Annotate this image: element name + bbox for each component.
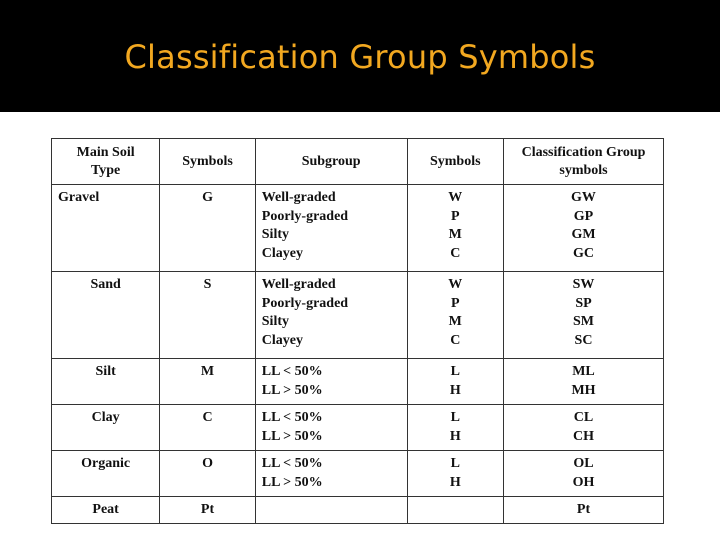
header-main-soil-type bbox=[52, 139, 160, 185]
cell-sub-symbol bbox=[407, 272, 503, 359]
cell-main-soil-type: Organic bbox=[52, 451, 160, 497]
cell-symbol: C bbox=[160, 405, 256, 451]
cell-group-symbol-line: SW bbox=[572, 277, 595, 292]
cell-subgroup bbox=[255, 497, 407, 524]
cell-sub-symbol-line: M bbox=[448, 314, 462, 329]
cell-subgroup-line: Well-graded bbox=[261, 190, 336, 205]
cell-subgroup-line: LL > 50% bbox=[261, 382, 323, 398]
cell-group-symbol-line: ML bbox=[572, 364, 595, 379]
table-row bbox=[52, 185, 664, 272]
cell-group-symbol-line: CH bbox=[573, 428, 594, 444]
header-symbols bbox=[160, 139, 256, 185]
cell-sub-symbol-line: H bbox=[449, 474, 461, 490]
header-sub-symbols bbox=[407, 139, 503, 185]
cell-group-symbol bbox=[504, 451, 664, 497]
cell-symbol: O bbox=[160, 451, 256, 497]
cell-group-symbol bbox=[504, 272, 664, 359]
table-row bbox=[52, 359, 664, 405]
table-row bbox=[52, 497, 664, 524]
cell-subgroup-line: LL > 50% bbox=[261, 474, 323, 490]
cell-subgroup-line: Poorly-graded bbox=[261, 208, 349, 224]
cell-sub-symbol-line: L bbox=[450, 410, 460, 425]
cell-subgroup-line: Silty bbox=[261, 314, 289, 329]
cell-sub-symbol-line: C bbox=[450, 332, 461, 348]
classification-table bbox=[51, 138, 664, 524]
cell-main-soil-type: Gravel bbox=[52, 185, 160, 272]
header-line: Symbols bbox=[182, 153, 233, 169]
cell-subgroup-line: LL < 50% bbox=[261, 456, 323, 471]
cell-group-symbol-line: OH bbox=[572, 474, 595, 490]
cell-group-symbol-line: SM bbox=[573, 314, 594, 329]
cell-sub-symbol-line: P bbox=[450, 208, 460, 224]
slide-title: Classification Group Symbols bbox=[124, 38, 596, 76]
cell-sub-symbol-line: H bbox=[449, 428, 461, 444]
cell-main-soil-type: Clay bbox=[52, 405, 160, 451]
cell-group-symbol bbox=[504, 497, 664, 524]
table-header-row bbox=[52, 139, 664, 185]
cell-subgroup-line: Silty bbox=[261, 227, 289, 242]
cell-main-soil-type: Silt bbox=[52, 359, 160, 405]
cell-subgroup bbox=[255, 405, 407, 451]
cell-sub-symbol-line: P bbox=[450, 295, 460, 311]
cell-group-symbol-line: Pt bbox=[576, 502, 591, 517]
cell-sub-symbol bbox=[407, 185, 503, 272]
table-row bbox=[52, 405, 664, 451]
cell-group-symbol-line: GW bbox=[571, 190, 596, 205]
cell-group-symbol-line: CL bbox=[573, 410, 594, 425]
cell-main-soil-type: Peat bbox=[52, 497, 160, 524]
cell-group-symbol-line: OL bbox=[573, 456, 594, 471]
cell-group-symbol-line: SP bbox=[575, 295, 592, 311]
cell-symbol: S bbox=[160, 272, 256, 359]
cell-main-soil-type: Sand bbox=[52, 272, 160, 359]
cell-subgroup-line: LL < 50% bbox=[261, 410, 323, 425]
cell-sub-symbol-line: C bbox=[450, 245, 461, 261]
header-line: symbols bbox=[559, 163, 608, 178]
cell-subgroup bbox=[255, 451, 407, 497]
cell-subgroup-line: Poorly-graded bbox=[261, 295, 349, 311]
cell-subgroup bbox=[255, 185, 407, 272]
cell-group-symbol-line: GP bbox=[573, 208, 594, 224]
cell-sub-symbol-line: H bbox=[449, 382, 461, 398]
cell-sub-symbol bbox=[407, 497, 503, 524]
header-classification-group-symbols bbox=[504, 139, 664, 185]
cell-group-symbol-line: GM bbox=[571, 227, 596, 242]
cell-group-symbol-line: MH bbox=[571, 382, 596, 398]
header-line: Classification Group bbox=[521, 144, 646, 160]
cell-sub-symbol-line: W bbox=[448, 277, 463, 292]
table-row bbox=[52, 451, 664, 497]
cell-group-symbol-line: SC bbox=[574, 332, 593, 348]
cell-subgroup-line: LL > 50% bbox=[261, 428, 323, 444]
cell-sub-symbol-line: W bbox=[448, 190, 463, 205]
cell-sub-symbol-line: M bbox=[448, 227, 462, 242]
cell-sub-symbol-line: L bbox=[450, 456, 460, 471]
cell-symbol: M bbox=[160, 359, 256, 405]
cell-sub-symbol bbox=[407, 451, 503, 497]
header-subgroup bbox=[255, 139, 407, 185]
cell-subgroup bbox=[255, 272, 407, 359]
header-line: Type bbox=[90, 163, 121, 178]
cell-group-symbol bbox=[504, 185, 664, 272]
cell-subgroup-line: Clayey bbox=[261, 332, 303, 348]
cell-group-symbol-line: GC bbox=[573, 245, 594, 261]
cell-subgroup-line: Well-graded bbox=[261, 277, 336, 292]
cell-group-symbol bbox=[504, 405, 664, 451]
cell-group-symbol bbox=[504, 359, 664, 405]
table-body bbox=[52, 185, 664, 524]
cell-subgroup-line: Clayey bbox=[261, 245, 303, 261]
cell-sub-symbol-line: L bbox=[450, 364, 460, 379]
header-line: Subgroup bbox=[301, 153, 361, 169]
header-line: Main Soil bbox=[76, 144, 135, 160]
table-row bbox=[52, 272, 664, 359]
cell-symbol: Pt bbox=[160, 497, 256, 524]
header-line: Symbols bbox=[429, 153, 481, 169]
cell-subgroup-line: LL < 50% bbox=[261, 364, 323, 379]
cell-symbol: G bbox=[160, 185, 256, 272]
cell-subgroup bbox=[255, 359, 407, 405]
cell-sub-symbol bbox=[407, 405, 503, 451]
cell-sub-symbol bbox=[407, 359, 503, 405]
